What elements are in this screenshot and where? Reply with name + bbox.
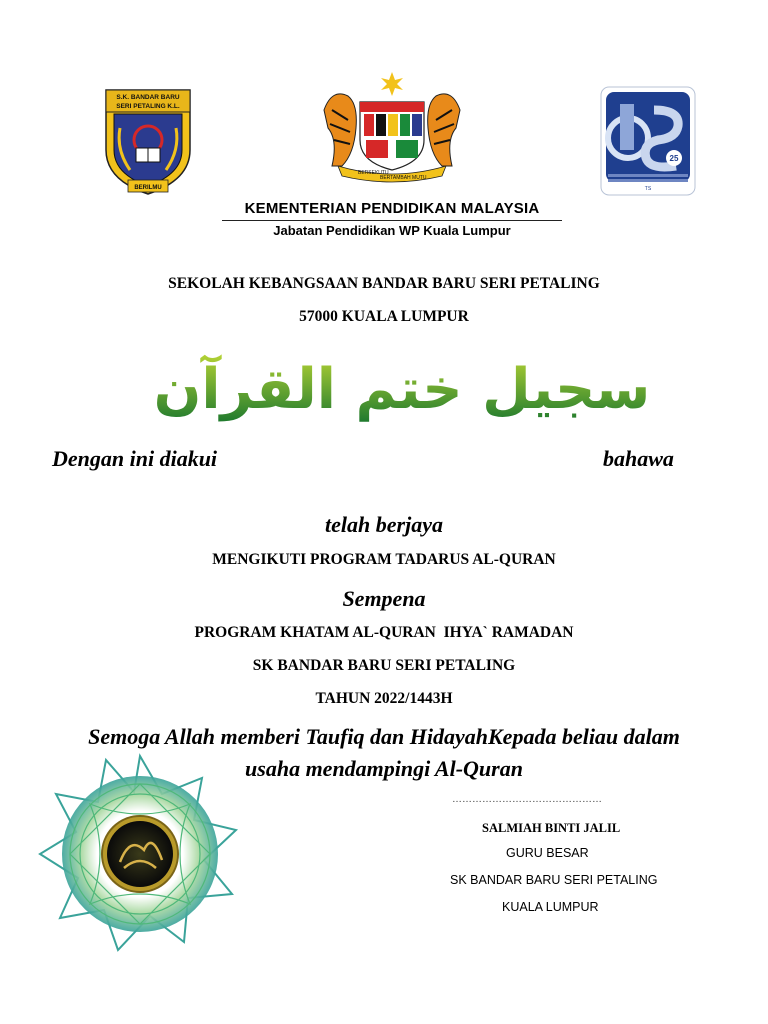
wish-line-1: Semoga Allah memberi Taufiq dan HidayahKepada beliau dalam (88, 724, 680, 749)
sempena-text: Sempena (342, 586, 426, 611)
ts25-number: 25 (669, 154, 679, 163)
ministry-name: KEMENTERIAN PENDIDIKAN MALAYSIA (244, 200, 540, 217)
ministry-department: Jabatan Pendidikan WP Kuala Lumpur (273, 223, 511, 238)
signature-dots: ……………………………………… (452, 794, 602, 805)
signatory-title: GURU BESAR (506, 846, 589, 860)
ministry-divider (222, 220, 562, 221)
quran-medallion-ornament (28, 752, 252, 956)
arms-ribbon-right: BERTAMBAH MUTU (380, 175, 427, 181)
crest-motto: BERILMU (134, 185, 162, 191)
event-school-text: SK BANDAR BARU SERI PETALING (252, 657, 516, 674)
school-crest-logo (100, 88, 196, 198)
intro-left: Dengan ini diakui (52, 446, 218, 471)
arabic-title-text: سجيل ختم القرآن (153, 357, 651, 422)
crest-text-2: SERI PETALING K.L. (116, 103, 180, 110)
intro-right: bahawa (603, 446, 674, 471)
wish-line-2: usaha mendampingi Al-Quran (245, 756, 523, 781)
signatory-city: KUALA LUMPUR (502, 900, 599, 914)
signatory-name: SALMIAH BINTI JALIL (482, 821, 621, 835)
crest-text-1: S.K. BANDAR BARU (116, 94, 180, 101)
school-postcode-city: 57000 KUALA LUMPUR (299, 308, 469, 325)
program-text: MENGIKUTI PROGRAM TADARUS AL-QURAN (212, 551, 556, 568)
coat-of-arms-logo (318, 70, 466, 184)
arabic-calligraphy-title (153, 342, 651, 434)
arms-ribbon-left: BERSEKUTU (358, 170, 389, 176)
year-text: TAHUN 2022/1443H (315, 690, 453, 707)
school-name: SEKOLAH KEBANGSAAN BANDAR BARU SERI PETALING (168, 275, 600, 292)
ts25-label: TS (644, 186, 652, 192)
achieved-text: telah berjaya (325, 512, 443, 537)
signatory-school: SK BANDAR BARU SERI PETALING (450, 873, 658, 887)
event-text: PROGRAM KHATAM AL-QURAN IHYA` RAMADAN (194, 624, 574, 641)
ts25-logo (600, 86, 696, 196)
